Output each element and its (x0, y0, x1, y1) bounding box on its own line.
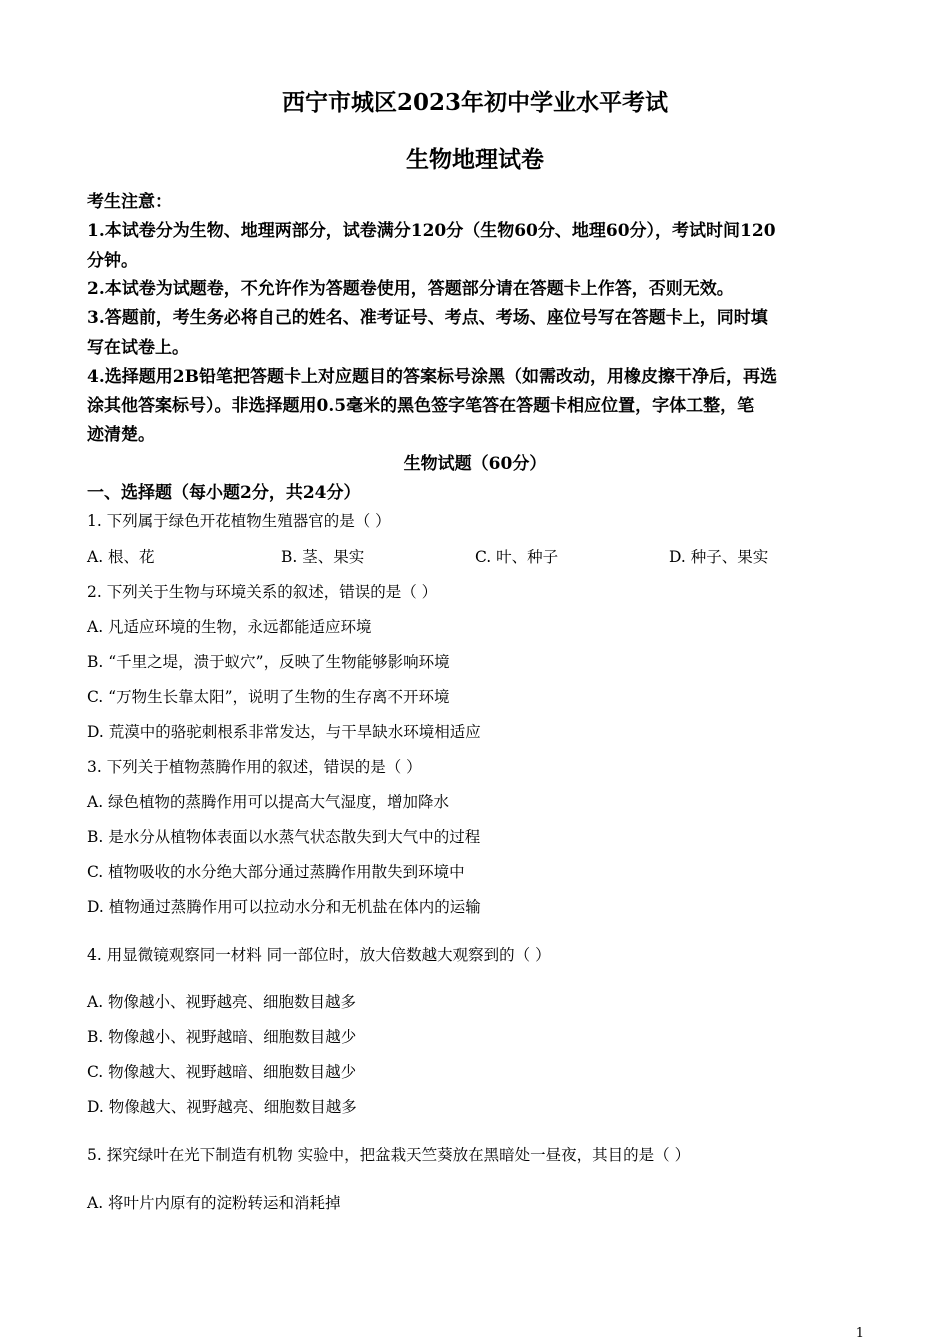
page-subtitle: 生物地理试卷 (406, 146, 544, 173)
option-c: C. 植物吸收的水分绝大部分通过蒸腾作用散失到环境中 (87, 863, 465, 881)
option-a: A. 将叶片内原有的淀粉转运和消耗掉 (87, 1194, 341, 1212)
page-title: 西宁市城区2023年初中学业水平考试 (281, 89, 668, 116)
biology-section-title: 生物试题（60分） (403, 454, 547, 474)
choice-section-title: 一、选择题（每小题2分，共24分） (87, 483, 361, 503)
question-stem: 1. 下列属于绿色开花植物生殖器官的是（ ） (87, 512, 391, 530)
notice-line: 4.选择题用2B铅笔把答题卡上对应题目的答案标号涂黑（如需改动，用橡皮擦干净后，再选 (87, 367, 777, 387)
option-b: B. 物像越小、视野越暗、细胞数目越少 (87, 1028, 357, 1046)
option-c: C. 叶、种子 (475, 548, 559, 566)
notice-line: 涂其他答案标号）。非选择题用0.5毫米的黑色签字笔答在答题卡相应位置，字体工整，笔 (87, 396, 755, 416)
page-number: 1 (855, 1326, 864, 1341)
notice-line: 1.本试卷分为生物、地理两部分，试卷满分120分（生物60分、地理60分），考试时间120 (87, 221, 776, 241)
option-d: D. 物像越大、视野越亮、细胞数目越多 (87, 1098, 357, 1116)
notice-line: 2.本试卷为试题卷，不允许作为答题卷使用，答题部分请在答题卡上作答，否则无效。 (87, 279, 734, 299)
question-stem: 5. 探究绿叶在光下制造有机物 实验中，把盆栽天竺葵放在黑暗处一昼夜，其目的是（ ） (87, 1146, 691, 1164)
notice-line: 分钟。 (87, 251, 138, 271)
question-stem: 3. 下列关于植物蒸腾作用的叙述，错误的是（ ） (87, 758, 422, 776)
option-c: C. 物像越大、视野越暗、细胞数目越少 (87, 1063, 357, 1081)
notice-heading: 考生注意： (87, 192, 172, 212)
notice-line: 迹清楚。 (87, 425, 155, 445)
option-a: A. 绿色植物的蒸腾作用可以提高大气湿度，增加降水 (87, 793, 450, 811)
option-a: A. 凡适应环境的生物，永远都能适应环境 (87, 618, 372, 636)
question-stem: 2. 下列关于生物与环境关系的叙述，错误的是（ ） (87, 583, 438, 601)
option-d: D. 荒漠中的骆驼刺根系非常发达，与干旱缺水环境相适应 (87, 723, 481, 741)
option-a: A. 根、花 (87, 548, 155, 566)
notice-line: 3.答题前，考生务必将自己的姓名、准考证号、考点、考场、座位号写在答题卡上，同时填 (87, 308, 768, 328)
notice-line: 写在试卷上。 (87, 338, 189, 358)
option-c: C. “万物生长靠太阳”，说明了生物的生存离不开环境 (87, 688, 450, 706)
option-d: D. 植物通过蒸腾作用可以拉动水分和无机盐在体内的运输 (87, 898, 481, 916)
option-b: B. 茎、果实 (281, 548, 365, 566)
option-b: B. “千里之堤，溃于蚁穴”，反映了生物能够影响环境 (87, 653, 450, 671)
option-b: B. 是水分从植物体表面以水蒸气状态散失到大气中的过程 (87, 828, 481, 846)
option-d: D. 种子、果实 (669, 548, 769, 566)
option-a: A. 物像越小、视野越亮、细胞数目越多 (87, 993, 357, 1011)
question-stem: 4. 用显微镜观察同一材料 同一部位时，放大倍数越大观察到的（ ） (87, 946, 551, 964)
